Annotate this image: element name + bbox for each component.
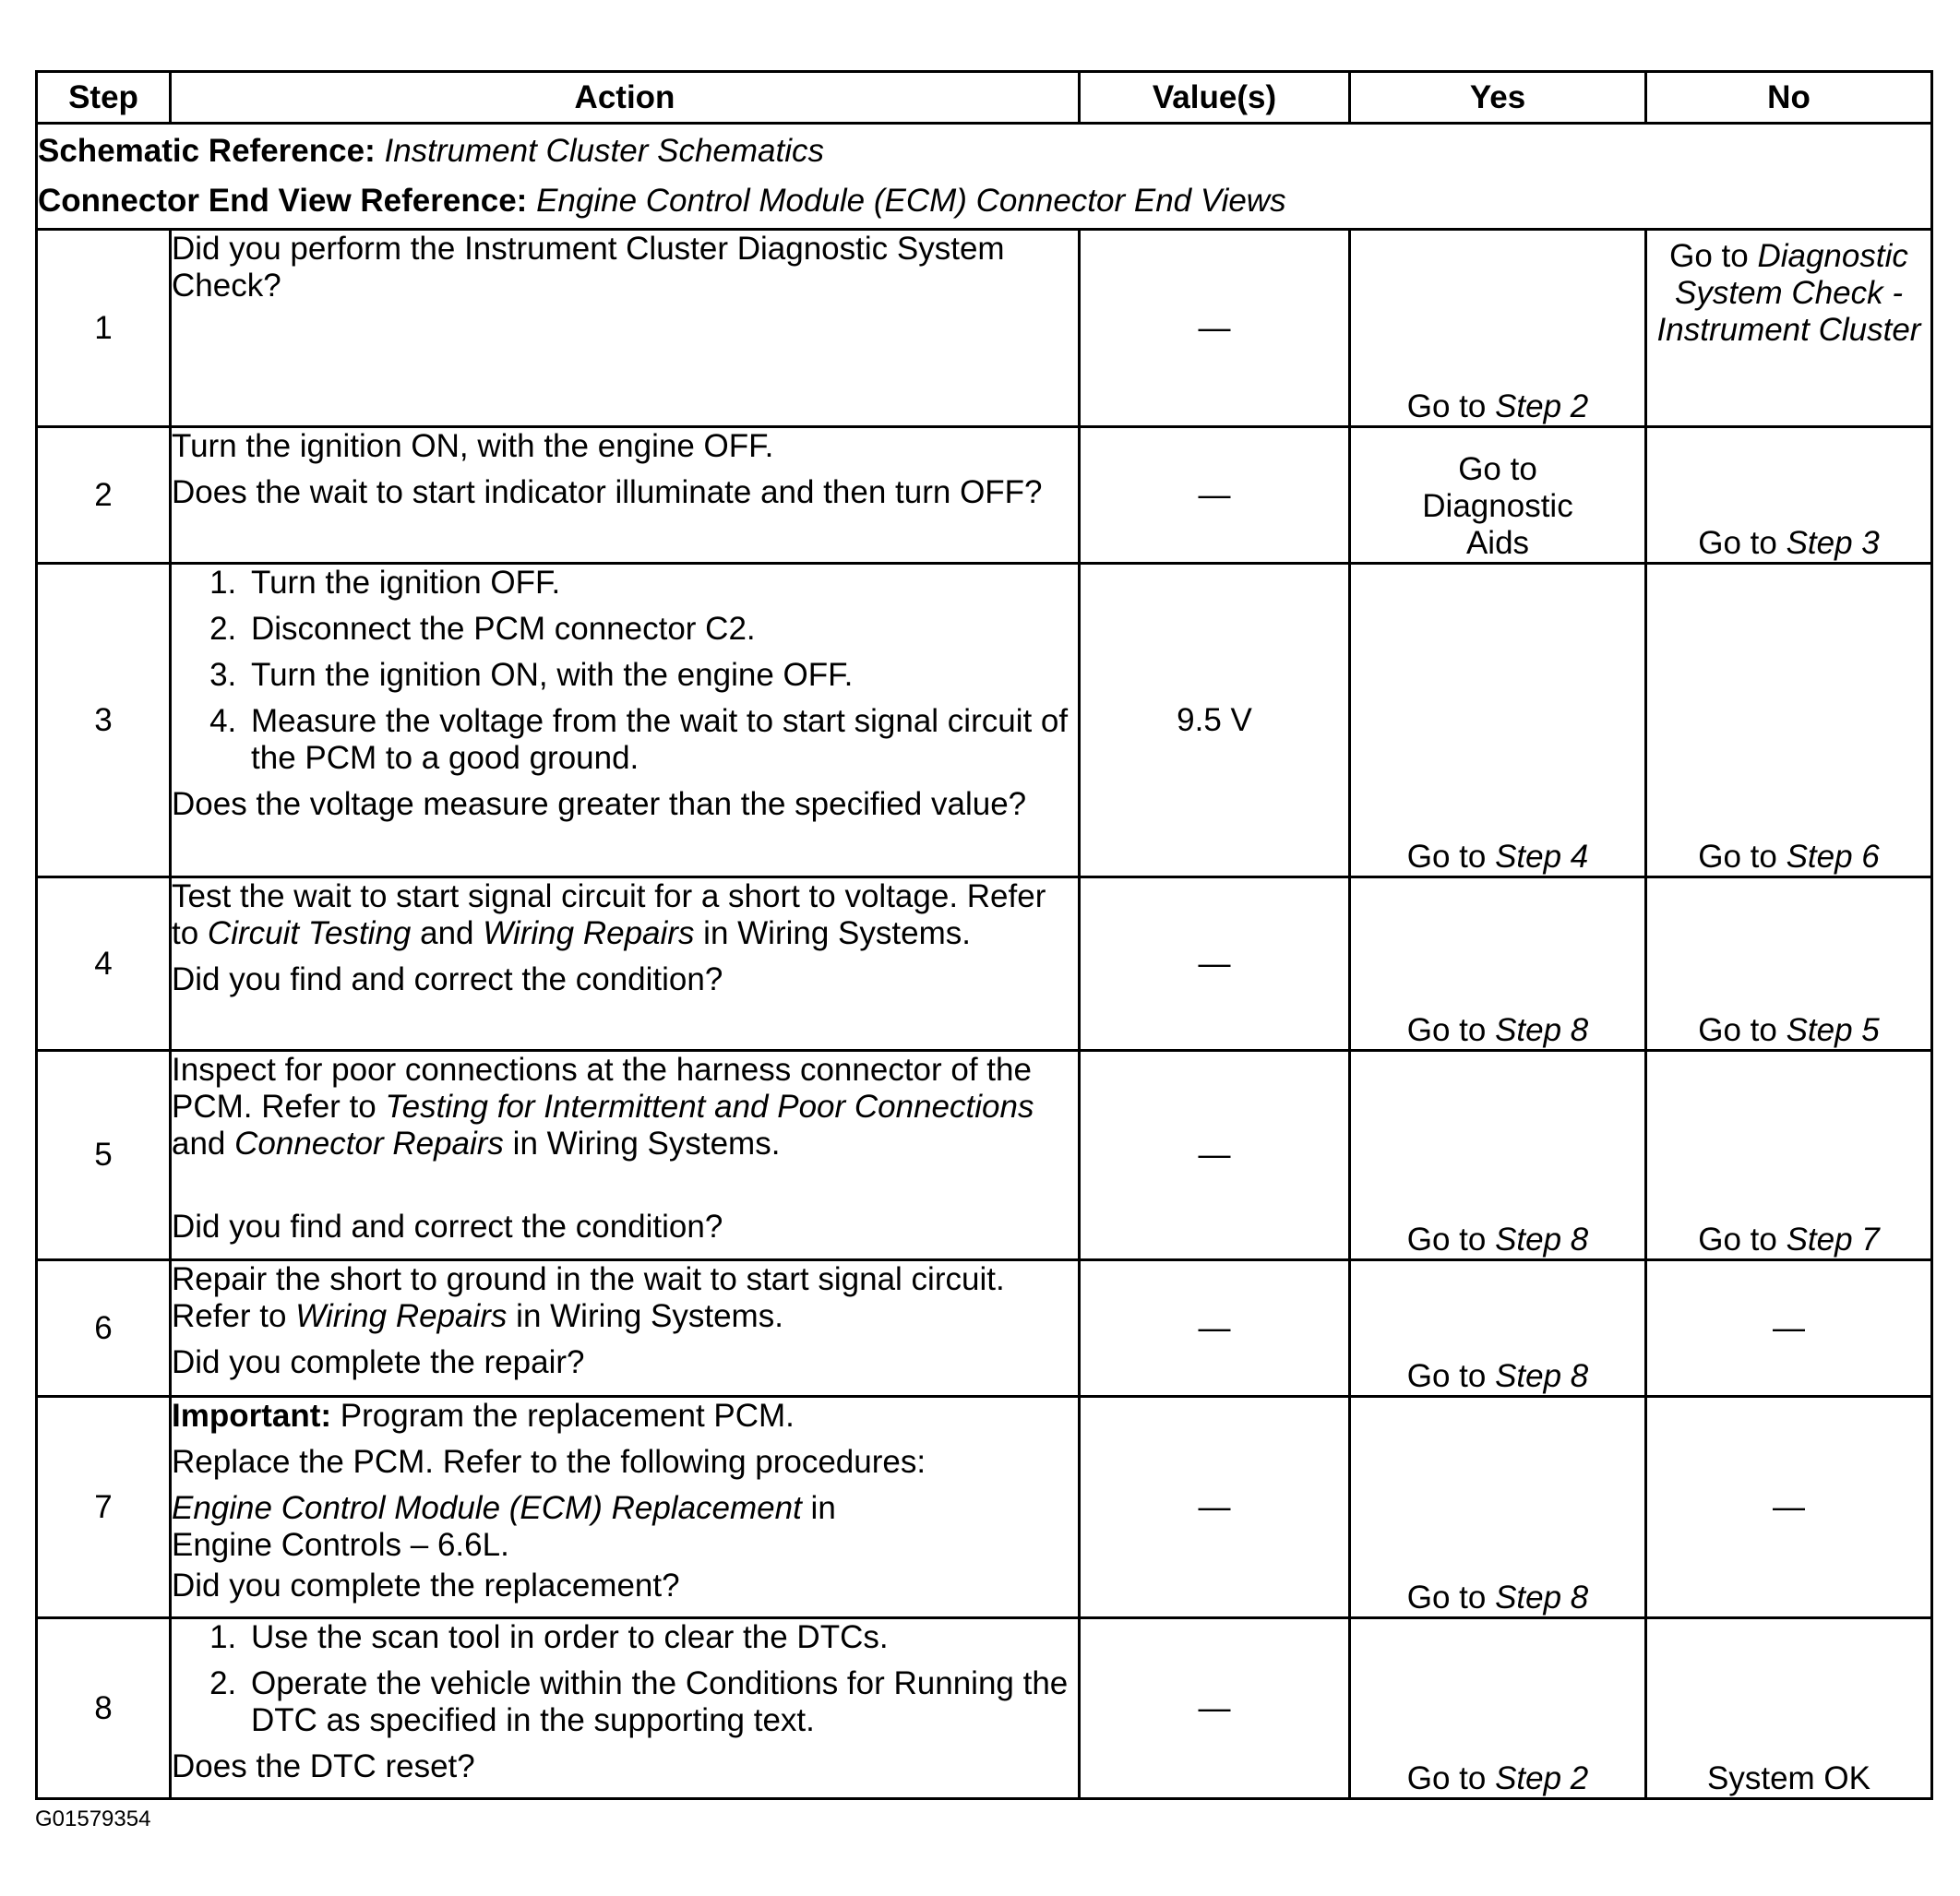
action-question: Does the DTC reset?: [172, 1748, 475, 1784]
goto-text: Go to: [1406, 1580, 1496, 1616]
no-cell[interactable]: [1646, 877, 1932, 1051]
goto-link[interactable]: Go to Diagnostic Aids: [1422, 451, 1573, 561]
action-text: [172, 878, 1078, 952]
table-row: [37, 1051, 1932, 1260]
header-no: No: [1646, 72, 1932, 124]
yes-cell[interactable]: [1350, 1051, 1646, 1260]
value-cell: —: [1080, 1618, 1350, 1799]
table-row: [37, 1618, 1932, 1799]
header-yes: Yes: [1350, 72, 1646, 124]
goto-link[interactable]: Step 8: [1495, 1012, 1589, 1048]
action-question: Does the wait to start indicator illuminate and then turn OFF?: [172, 474, 1043, 510]
action-question: Did you complete the replacement?: [172, 1568, 680, 1604]
goto-link[interactable]: Step 2: [1495, 1760, 1589, 1796]
step-number: 8: [37, 1618, 171, 1799]
yes-cell[interactable]: [1350, 877, 1646, 1051]
goto-text: Go to: [1406, 1012, 1496, 1048]
action-cell: [171, 1397, 1080, 1618]
yes-cell[interactable]: [1350, 1397, 1646, 1618]
action-list: [172, 565, 1078, 777]
action-text: Did you perform the Instrument Cluster Diagnostic System Check?: [172, 231, 1005, 304]
table-row: [37, 230, 1932, 427]
yes-cell[interactable]: [1350, 1618, 1646, 1799]
goto-link[interactable]: Step 4: [1495, 839, 1589, 875]
step-number: 2: [37, 427, 171, 564]
reference-cell: [37, 124, 1932, 230]
value-cell: —: [1080, 1260, 1350, 1397]
action-question: Does the voltage measure greater than the specified value?: [172, 786, 1027, 822]
goto-link[interactable]: Step 2: [1495, 388, 1589, 424]
reference-link[interactable]: Wiring Repairs: [483, 915, 695, 951]
schematic-reference: [38, 128, 1930, 174]
goto-link[interactable]: Diagnostic System Check - Instrument Cluster: [1656, 238, 1921, 348]
action-text-part: Repair the short to ground in the wait to start signal circuit. Refer to: [172, 1261, 1005, 1334]
goto-link[interactable]: Step 8: [1495, 1222, 1589, 1258]
action-question: Did you find and correct the condition?: [172, 961, 723, 997]
yes-cell[interactable]: [1350, 230, 1646, 427]
goto-text: Go to: [1698, 525, 1787, 561]
goto-text: Go to: [1406, 1222, 1496, 1258]
action-cell: [171, 877, 1080, 1051]
action-text-part: in Wiring Systems.: [507, 1298, 783, 1334]
table-row: [37, 427, 1932, 564]
table-row: [37, 564, 1932, 877]
figure-id: G01579354: [35, 1807, 151, 1831]
schematic-reference-label: Schematic Reference:: [38, 133, 376, 169]
action-text-part: and: [411, 915, 484, 951]
step-number: 6: [37, 1260, 171, 1397]
no-cell[interactable]: [1646, 427, 1932, 564]
list-item: 1. Turn the ignition OFF.: [245, 565, 1078, 602]
list-item: 1. Use the scan tool in order to clear the DTCs.: [245, 1619, 1078, 1656]
header-row: [37, 72, 1932, 124]
goto-text: Go to: [1406, 388, 1496, 424]
list-item: 3. Turn the ignition ON, with the engine OFF.: [245, 657, 1078, 694]
list-item: 4. Measure the voltage from the wait to start signal circuit of the PCM to a good ground.: [245, 703, 1078, 777]
goto-text: Go to: [1406, 839, 1496, 875]
step-number: 5: [37, 1051, 171, 1260]
connector-reference-link[interactable]: Engine Control Module (ECM) Connector End Views: [536, 183, 1286, 219]
reference-link[interactable]: Wiring Repairs: [295, 1298, 508, 1334]
header-action: Action: [171, 72, 1080, 124]
yes-cell[interactable]: [1350, 564, 1646, 877]
action-text-part: Test the wait to start signal circuit for a short to voltage. Refer to: [172, 878, 1046, 951]
value-cell: —: [1080, 427, 1350, 564]
reference-link[interactable]: Circuit Testing: [207, 915, 412, 951]
reference-link[interactable]: Testing for Intermittent and Poor Connections: [385, 1089, 1034, 1125]
action-cell: [171, 564, 1080, 877]
important-text: Program the replacement PCM.: [331, 1398, 795, 1434]
schematic-reference-link[interactable]: Instrument Cluster Schematics: [384, 133, 825, 169]
connector-reference: [38, 178, 1930, 224]
goto-text: Go to: [1669, 238, 1758, 274]
no-cell: System OK: [1646, 1618, 1932, 1799]
action-cell: [171, 230, 1080, 427]
yes-cell[interactable]: [1350, 1260, 1646, 1397]
action-text: [172, 1052, 1078, 1163]
goto-text: Go to: [1406, 1760, 1496, 1796]
action-cell: [171, 427, 1080, 564]
goto-text: Go to: [1698, 1012, 1787, 1048]
goto-text: Go to: [1406, 1358, 1496, 1394]
important-label: Important:: [172, 1398, 332, 1434]
action-text-part: in Engine Controls – 6.6L.: [172, 1490, 836, 1563]
goto-link[interactable]: Step 5: [1786, 1012, 1880, 1048]
no-cell: —: [1646, 1397, 1932, 1618]
reference-link[interactable]: Engine Control Module (ECM) Replacement: [172, 1490, 802, 1526]
table-row: [37, 1260, 1932, 1397]
no-cell[interactable]: [1646, 230, 1932, 427]
action-list: [172, 1619, 1078, 1739]
action-text: [172, 1490, 836, 1564]
reference-row: [37, 124, 1932, 230]
value-cell: —: [1080, 230, 1350, 427]
table-row: [37, 877, 1932, 1051]
goto-link[interactable]: Step 6: [1786, 839, 1880, 875]
important-note: [172, 1398, 1078, 1435]
goto-link[interactable]: Step 8: [1495, 1358, 1589, 1394]
action-text: Turn the ignition ON, with the engine OFF.: [172, 428, 774, 464]
yes-cell[interactable]: [1350, 427, 1646, 564]
action-cell: [171, 1051, 1080, 1260]
table-row: [37, 1397, 1932, 1618]
value-cell: —: [1080, 1397, 1350, 1618]
goto-link[interactable]: Step 7: [1786, 1222, 1880, 1258]
goto-text: Go to: [1698, 839, 1787, 875]
value-cell: —: [1080, 877, 1350, 1051]
header-step: Step: [37, 72, 171, 124]
action-text-part: and: [172, 1126, 235, 1162]
step-number: 3: [37, 564, 171, 877]
step-number: 1: [37, 230, 171, 427]
action-text-part: in Wiring Systems.: [694, 915, 971, 951]
action-question: Did you complete the repair?: [172, 1344, 585, 1380]
header-values: Value(s): [1080, 72, 1350, 124]
goto-link[interactable]: Step 8: [1495, 1580, 1589, 1616]
no-cell[interactable]: [1646, 564, 1932, 877]
no-cell: —: [1646, 1260, 1932, 1397]
list-item: 2. Operate the vehicle within the Conditions for Running the DTC as specified in the supporting text.: [245, 1665, 1078, 1739]
action-text-part: in Wiring Systems.: [503, 1126, 781, 1162]
action-cell: [171, 1260, 1080, 1397]
step-number: 4: [37, 877, 171, 1051]
step-number: 7: [37, 1397, 171, 1618]
action-question: Did you find and correct the condition?: [172, 1209, 723, 1245]
action-text-part: Inspect for poor connections at the harness connector of the PCM. Refer to: [172, 1052, 1032, 1125]
no-cell[interactable]: [1646, 1051, 1932, 1260]
action-text: [172, 1261, 1078, 1335]
action-cell: [171, 1618, 1080, 1799]
reference-link[interactable]: Connector Repairs: [234, 1126, 504, 1162]
diagnostic-table: [35, 70, 1933, 1800]
goto-link[interactable]: Step 3: [1786, 525, 1880, 561]
action-text: Replace the PCM. Refer to the following procedures:: [172, 1444, 926, 1480]
list-item: 2. Disconnect the PCM connector C2.: [245, 611, 1078, 648]
value-cell: 9.5 V: [1080, 564, 1350, 877]
value-cell: —: [1080, 1051, 1350, 1260]
goto-text: Go to: [1698, 1222, 1787, 1258]
connector-reference-label: Connector End View Reference:: [38, 183, 528, 219]
